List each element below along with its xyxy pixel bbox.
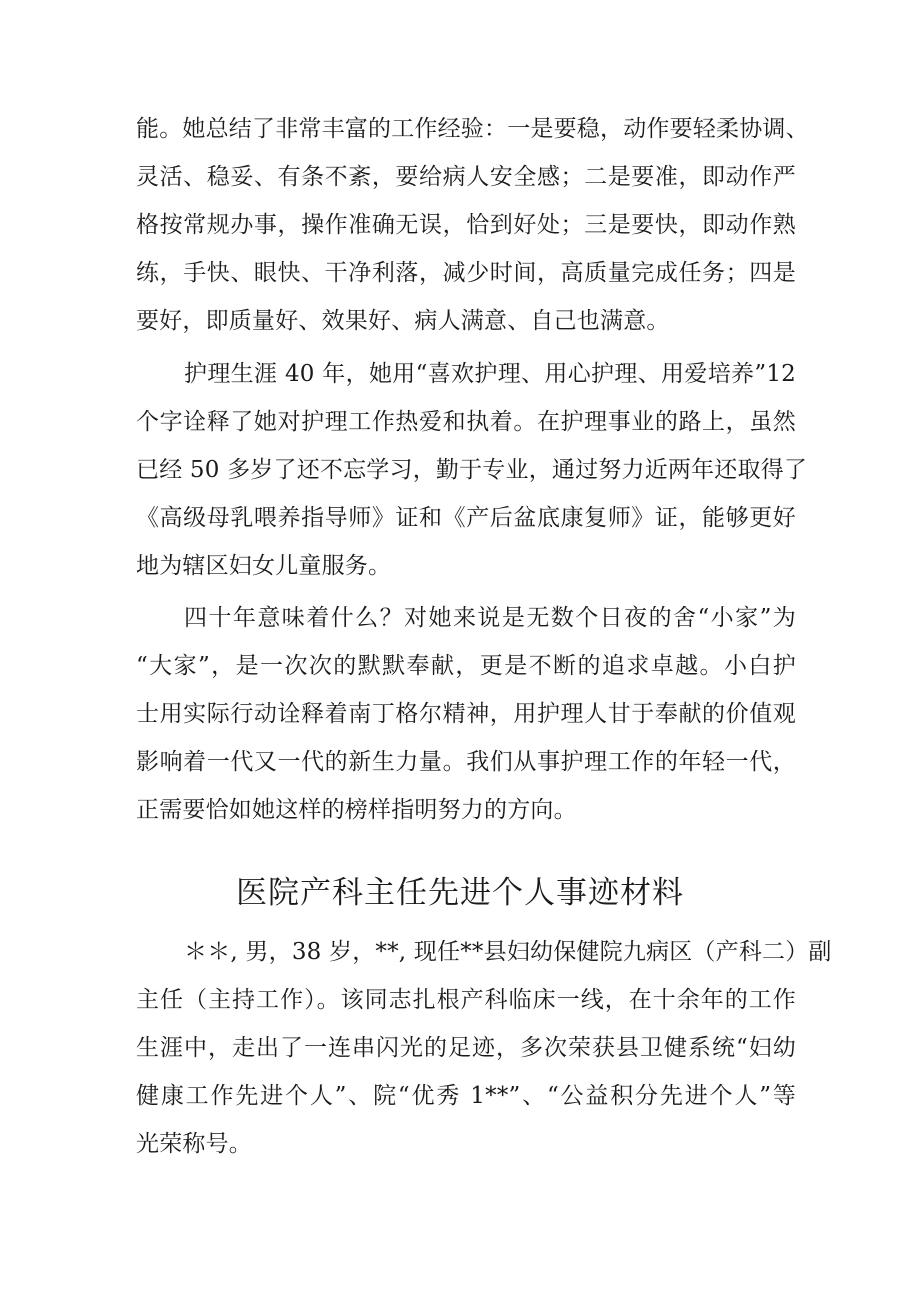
text-line: 四十年意味着什么？对她来说是无数个日夜的舍“小家”为 (184, 605, 796, 631)
text-line: 影响着一代又一代的新生力量。我们从事护理工作的年轻一代， (136, 749, 796, 775)
text-line: ＊＊, 男，38 岁，**, 现任**县妇幼保健院九病区（产科二）副 (184, 939, 832, 965)
text-line: 士用实际行动诠释着南丁格尔精神，用护理人甘于奉献的价值观 (136, 701, 796, 727)
text-line: 格按常规办事，操作准确无误，恰到好处；三是要快，即动作熟 (136, 212, 796, 238)
text-line: 护理生涯 40 年，她用“喜欢护理、用心护理、用爱培养”12 (184, 361, 796, 387)
text-line: 健康工作先进个人”、院“优秀 1**”、“公益积分先进个人”等 (136, 1083, 796, 1109)
text-line: “大家”，是一次次的默默奉献，更是不断的追求卓越。小白护 (136, 653, 796, 679)
text-line: 生涯中，走出了一连串闪光的足迹，多次荣获县卫健系统“妇幼 (136, 1035, 796, 1061)
text-line: 主任（主持工作）。该同志扎根产科临床一线，在十余年的工作 (136, 987, 796, 1013)
text-line: 地为辖区妇女儿童服务。 (136, 553, 392, 579)
text-line: 要好，即质量好、效果好、病人满意、自己也满意。 (136, 308, 670, 334)
text-line: 光荣称号。 (136, 1131, 252, 1157)
text-line: 《高级母乳喂养指导师》证和《产后盆底康复师》证，能够更好 (136, 505, 796, 531)
text-line: 正需要恰如她这样的榜样指明努力的方向。 (136, 797, 577, 823)
text-line: 灵活、稳妥、有条不紊，要给病人安全感；二是要准，即动作严 (136, 164, 796, 190)
text-line: 已经 50 多岁了还不忘学习，勤于专业，通过努力近两年还取得了 (136, 457, 808, 483)
text-line: 个字诠释了她对护理工作热爱和执着。在护理事业的路上，虽然 (136, 409, 796, 435)
text-line: 能。她总结了非常丰富的工作经验：一是要稳，动作要轻柔协调、 (136, 116, 809, 142)
text-line: 练，手快、眼快、干净利落，减少时间，高质量完成任务；四是 (136, 260, 796, 286)
section-title: 医院产科主任先进个人事迹材料 (236, 875, 684, 911)
